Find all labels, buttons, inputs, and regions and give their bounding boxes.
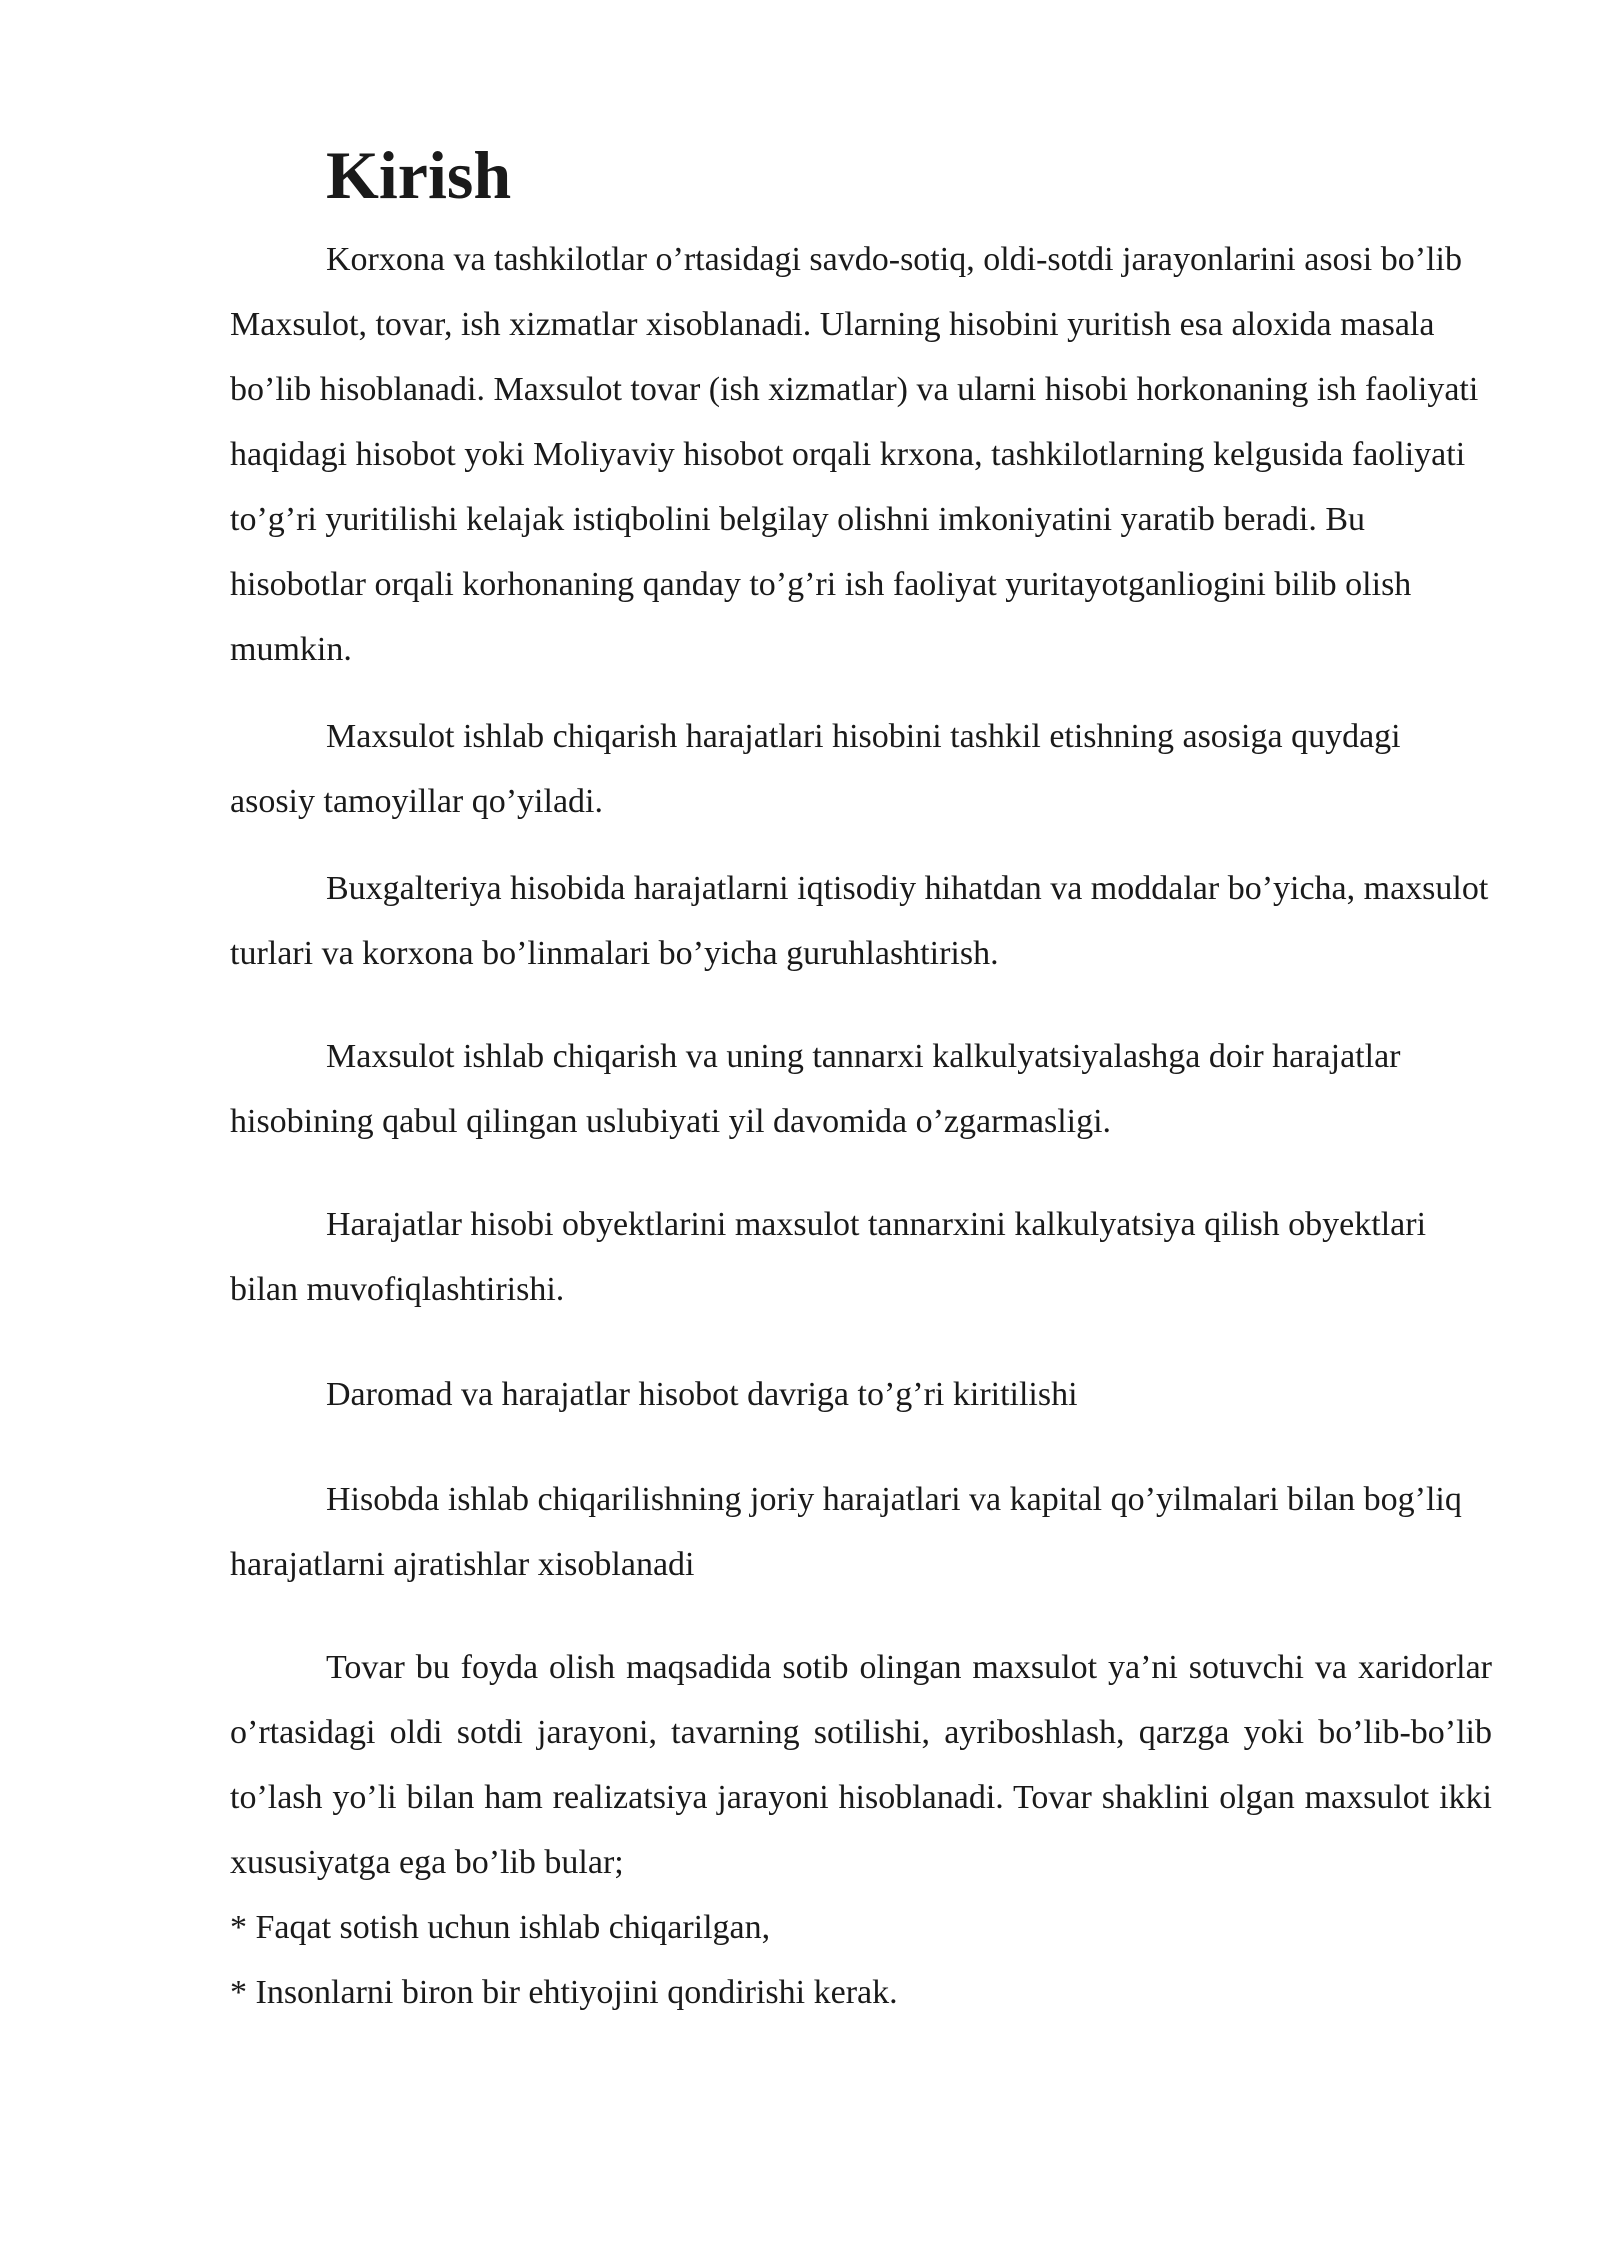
section-heading: Kirish: [326, 137, 512, 213]
bullet-item: * Faqat sotish uchun ishlab chiqarilgan,: [230, 1909, 771, 1946]
document-page: [230, 137, 1492, 2025]
paragraph-principles-intro: Maxsulot ishlab chiqarish harajatlari hisobini tashkil etishning asosiga quydagi asosiy tamoyillar qo’yiladi.: [230, 718, 1401, 820]
paragraph-goods-definition: Tovar bu foyda olish maqsadida sotib olingan maxsulot ya’ni sotuvchi va xaridorlar o’rtasidagi oldi sotdi jarayoni, tavarning sotilishi, ayriboshlash, qarzga yoki bo’lib-bo’lib to’lash yo’li bilan ham realizatsiya jarayoni hisoblanadi. Tovar shaklini olgan maxsulot ikki xususiyatga ega bo’lib bular;: [230, 1649, 1492, 1881]
paragraph-separation-principle: Hisobda ishlab chiqarilishning joriy harajatlari va kapital qo’yilmalari bilan bog’liq harajatlarni ajratishlar xisoblanadi: [230, 1481, 1462, 1583]
paragraph-introduction: Korxona va tashkilotlar o’rtasidagi savdo-sotiq, oldi-sotdi jarayonlarini asosi bo’lib Maxsulot, tovar, ish xizmatlar xisoblanadi. Ularning hisobini yuritish esa aloxida masala bo’lib hisoblanadi. Maxsulot tovar (ish xizmatlar) va ularni hisobi horkonaning ish faoliyati haqidagi hisobot yoki Moliyaviy hisobot orqali krxona, tashkilotlarning kelgusida faoliyati to’g’ri yuritilishi kelajak istiqbolini belgilay olishni imkoniyatini yaratib beradi. Bu hisobotlar orqali korhonaning qanday to’g’ri ish faoliyat yuritayotganliogini bilib olish mumkin.: [230, 241, 1479, 668]
bullet-item: * Insonlarni biron bir ehtiyojini qondirishi kerak.: [230, 1974, 898, 2011]
paragraph-methodology-principle: Maxsulot ishlab chiqarish va uning tannarxi kalkulyatsiyalashga doir harajatlar hisobining qabul qilingan uslubiyati yil davomida o’zgarmasligi.: [230, 1038, 1401, 1140]
paragraph-grouping-principle: Buxgalteriya hisobida harajatlarni iqtisodiy hihatdan va moddalar bo’yicha, maxsulot turlari va korxona bo’linmalari bo’yicha guruhlashtirish.: [230, 870, 1489, 972]
paragraph-objects-principle: Harajatlar hisobi obyektlarini maxsulot tannarxini kalkulyatsiya qilish obyektlari bilan muvofiqlashtirishi.: [230, 1206, 1427, 1308]
paragraph-period-principle: Daromad va harajatlar hisobot davriga to’g’ri kiritilishi: [326, 1376, 1078, 1413]
